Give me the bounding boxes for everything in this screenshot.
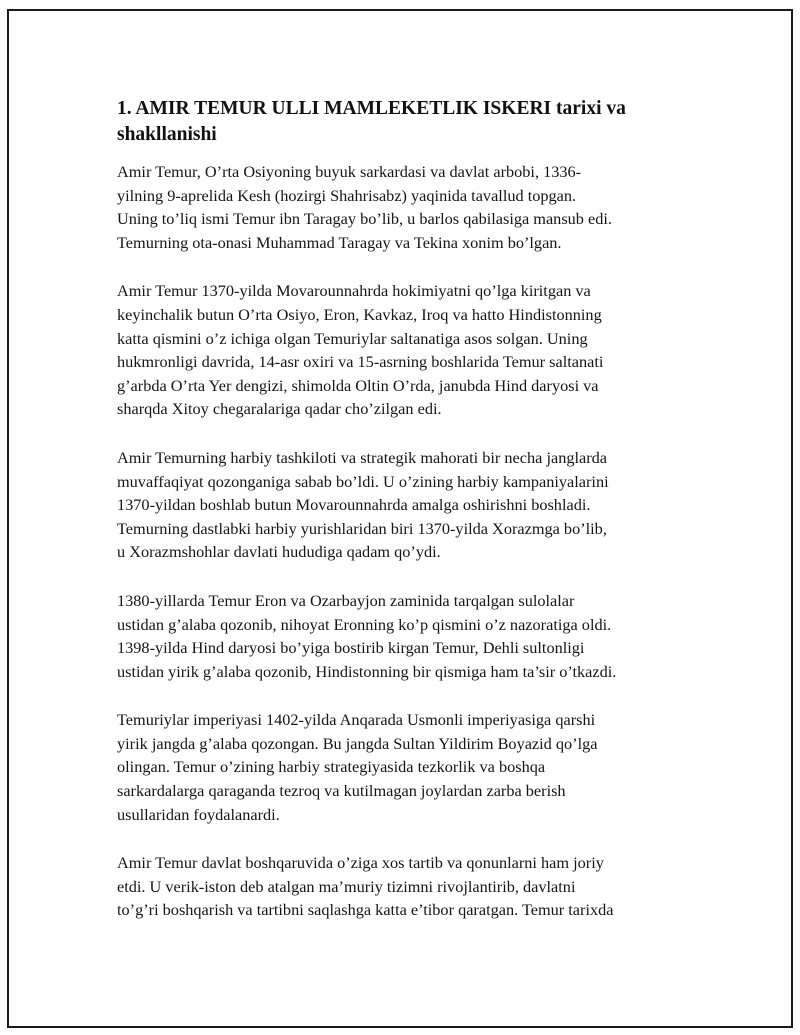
paragraph-military [117,446,697,564]
text-line: yirik jangda g’alaba qozongan. Bu jangda Sultan Yildirim Boyazid qo’lga [117,733,598,753]
text-line: u Xorazmshohlar davlati hududiga qadam qo’ydi. [117,542,441,562]
text-line: katta qismini o’z ichiga olgan Temuriylar saltanatiga asos solgan. Uning [117,328,588,348]
text-line: Temuriylar imperiyasi 1402-yilda Anqarada Usmonli imperiyasiga qarshi [117,710,596,730]
text-line: Uning to’liq ismi Temur ibn Taragay bo’lib, u barlos qabilasiga mansub edi. [117,209,612,229]
text-line: hukmronligi davrida, 14-asr oxiri va 15-asrning boshlarida Temur saltanati [117,352,604,372]
text-line: Amir Temur, O’rta Osiyoning buyuk sarkardasi va davlat arbobi, 1336- [117,162,582,181]
text-line: Temurning ota-onasi Muhammad Taragay va Tekina xonim bo’lgan. [117,232,562,252]
text-line: Amir Temur 1370-yilda Movarounnahrda hokimiyatni qo’lga kiritgan va [117,281,591,301]
paragraph-birth [117,160,697,254]
paragraph-empire [117,279,697,421]
text-line: sharqda Xitoy chegaralariga qadar cho’zilgan edi. [117,399,442,419]
title-line: shakllanishi [117,124,217,145]
text-line: usullaridan foydalanardi. [117,804,280,824]
paragraph-governance [117,851,697,922]
text-line: Temurning dastlabki harbiy yurishlaridan biri 1370-yilda Xorazmga bo’lib, [117,518,607,538]
text-line: 1398-yilda Hind daryosi bo’yiga bostirib kirgan Temur, Dehli sultonligi [117,638,585,658]
title-line: 1. AMIR TEMUR ULLI MAMLEKETLIK ISKERI tarixi va [117,98,626,119]
text-line: 1380-yillarda Temur Eron va Ozarbayjon zaminida tarqalgan sulolalar [117,590,575,610]
document-title [117,96,697,148]
text-line: Amir Temurning harbiy tashkiloti va strategik mahorati bir necha janglarda [117,447,608,467]
text-line: to’g’ri boshqarish va tartibni saqlashga katta e’tibor qaratgan. Temur tarixda [117,900,614,920]
paragraph-ankara [117,708,697,826]
text-line: Amir Temur davlat boshqaruvida o’ziga xos tartib va qonunlarni ham joriy [117,853,604,873]
text-line: keyinchalik butun O’rta Osiyo, Eron, Kavkaz, Iroq va hatto Hindistonning [117,304,602,324]
text-line: ustidan yirik g’alaba qozonib, Hindistonning bir qismiga ham ta’sir o’tkazdi. [117,661,617,681]
text-line: etdi. U verik-iston deb atalgan ma’muriy tizimni rivojlantirib, davlatni [117,876,576,896]
text-line: yilning 9-aprelida Kesh (hozirgi Shahrisabz) yaqinida tavallud topgan. [117,185,577,205]
text-line: muvaffaqiyat qozonganiga sabab bo’ldi. U o’zining harbiy kampaniyalarini [117,471,609,491]
text-line: g’arbda O’rta Yer dengizi, shimolda Oltin O’rda, janubda Hind daryosi va [117,375,599,395]
text-line: olingan. Temur o’zining harbiy strategiyasida tezkorlik va boshqa [117,757,546,777]
text-line: 1370-yildan boshlab butun Movarounnahrda amalga oshirishni boshladi. [117,495,591,515]
text-line: sarkardalarga qaraganda tezroq va kutilmagan joylardan zarba berish [117,781,566,801]
paragraph-campaigns [117,589,697,683]
text-line: ustidan g’alaba qozonib, nihoyat Eronning ko’p qismini o’z nazoratiga oldi. [117,614,612,634]
document-body [117,96,697,947]
